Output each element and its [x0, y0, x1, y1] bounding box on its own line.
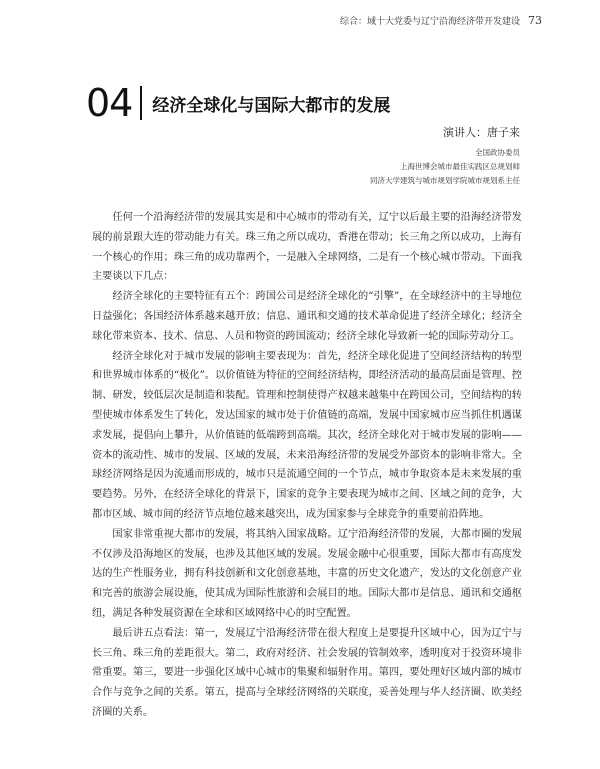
article-body: [92, 208, 522, 723]
chapter-title: 经济全球化与国际大都市的发展: [152, 95, 391, 116]
paragraph: 经济全球化的主要特征有五个：跨国公司是经济全球化的“引擎”，在全球经济中的主导地位日益强化；各国经济体系越来越开放；信息、通讯和交通的技术革命促进了经济全球化；经济全球化带来资本、技术、信息、人员和物资的跨国流动；经济全球化导致新一轮的国际劳动分工。: [92, 291, 522, 342]
speaker-name: 演讲人：唐子来: [443, 126, 520, 139]
chapter-divider: [140, 86, 142, 120]
paragraph: 国家非常重视大都市的发展，将其纳入国家战略。辽宁沿海经济带的发展，大都市圈的发展不仅涉及沿海地区的发展，也涉及其他区域的发展。发展金融中心很重要，国际大都市有高度发达的生产性服务业，拥有科技创新和文化创意基地，丰富的历史文化遗产，发达的文化创意产业和完善的旅游会展设施，使其成为国际性旅游和会展目的地。国际大都市是信息、通讯和交通枢纽，满足各种发展资源在全球和区域网络中心的时空配置。: [92, 528, 522, 619]
paragraph: 最后讲五点看法：第一，发展辽宁沿海经济带在很大程度上是要提升区域中心，因为辽宁与长三角、珠三角的差距很大。第二，政府对经济、社会发展的管制效率，透明度对于投资环境非常重要。第三，要进一步强化区域中心城市的集聚和辐射作用。第四，要处理好区域内部的城市合作与竞争之间的关系。第五，提高与全球经济网络的关联度，妥善处理与华人经济圈、欧美经济圈的关系。: [92, 627, 522, 718]
paragraph: 任何一个沿海经济带的发展其实是和中心城市的带动有关，辽宁以后最主要的沿海经济带发展的前景跟大连的带动能力有关。珠三角之所以成功，香港在带动；长三角之所以成功，上海有一个核心的作用；珠三角的成功靠两个，一是融入全球网络，二是有一个核心城市带动。下面我主要谈以下几点：: [92, 212, 522, 283]
chapter-number: 04: [86, 81, 133, 125]
page-number: 73: [528, 14, 542, 27]
chapter-heading: [86, 81, 391, 125]
speaker-affiliation: 上海世博会城市最佳实践区总规划师: [400, 162, 520, 171]
speaker-affiliation: 同济大学建筑与城市规划学院城市规划系主任: [370, 176, 520, 185]
running-header: [340, 14, 542, 27]
paragraph: 经济全球化对于城市发展的影响主要表现为：首先，经济全球化促进了空间经济结构的转型和世界城市体系的“极化”。以价值链为特征的空间经济结构，即经济活动的最高层面是管理、控制、研发，较低层次是制造和装配。管理和控制使得产权越来越集中在跨国公司，空间结构的转型使城市体系发生了转化，发达国家的城市处于价值链的高端，发展中国家城市应当抓住机遇谋求发展，提倡向上攀升，从价值链的低端跨到高端。其次，经济全球化对于城市发展的影响——资本的流动性、城市的发展、区域的发展，未来沿海经济带的发展受外部资本的影响非常大。全球经济网络是因为流通而形成的，城市只是流通空间的一个节点，城市争取资本是未来发展的重要趋势。另外，在经济全球化的背景下，国家的竞争主要表现为城市之间、区域之间的竞争，大都市区域、城市间的经济节点地位越来越突出，成为国家参与全球竞争的重要前沿阵地。: [92, 350, 522, 520]
speaker-affiliation: 全国政协委员: [475, 148, 520, 157]
running-title: 综合：域十大党委与辽宁沿海经济带开发建设: [339, 17, 520, 27]
